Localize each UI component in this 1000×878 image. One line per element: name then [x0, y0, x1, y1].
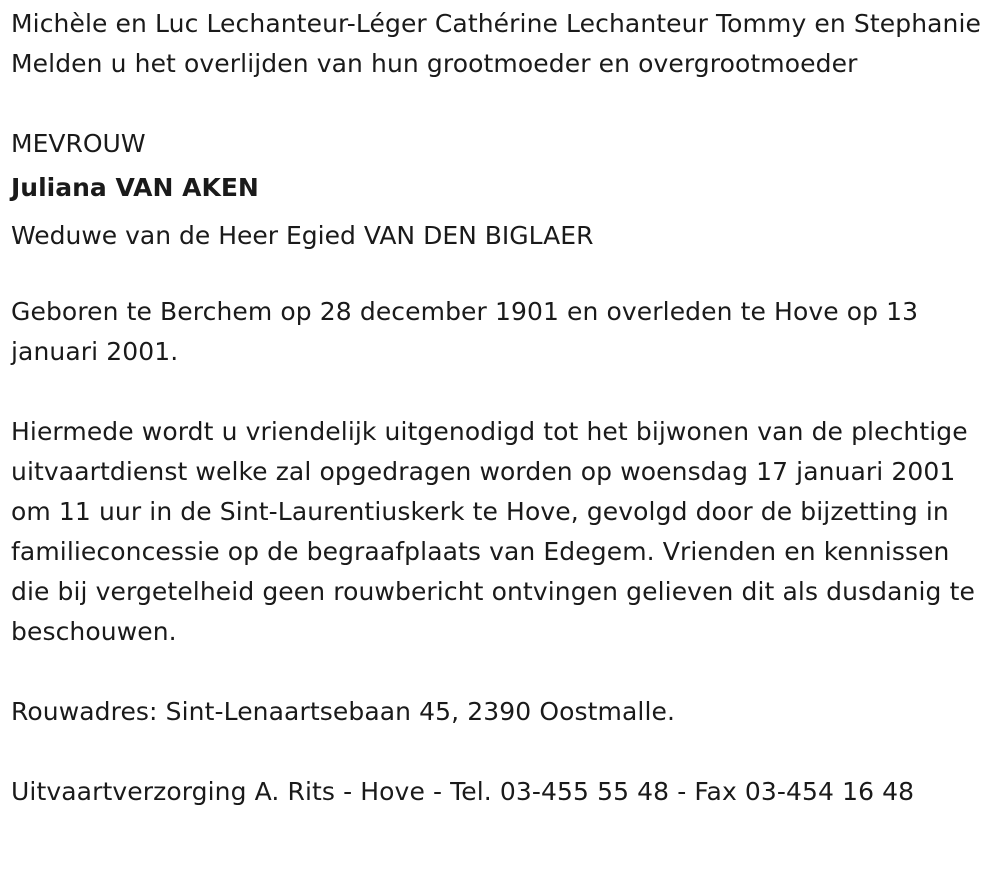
death-notice	[11, 4, 986, 812]
widow-of-line: Weduwe van de Heer Egied VAN DEN BIGLAER	[11, 221, 594, 250]
spacer	[11, 652, 986, 692]
family-intro: Michèle en Luc Lechanteur-Léger Cathérine Lechanteur Tommy en Stephanie Melden u het overlijden van hun grootmoeder en overgrootmoeder	[11, 9, 982, 78]
funeral-director: Uitvaartverzorging A. Rits - Hove - Tel. 03-455 55 48 - Fax 03-454 16 48	[11, 777, 915, 806]
honorific-title: MEVROUW	[11, 129, 146, 158]
spacer	[11, 84, 986, 124]
mourning-address: Rouwadres: Sint-Lenaartsebaan 45, 2390 Oostmalle.	[11, 697, 676, 726]
spacer	[11, 372, 986, 412]
spacer	[11, 732, 986, 772]
birth-death-info: Geboren te Berchem op 28 december 1901 en overleden te Hove op 13 januari 2001.	[11, 297, 919, 366]
spacer	[11, 260, 986, 292]
deceased-name: Juliana VAN AKEN	[11, 173, 259, 202]
funeral-invitation: Hiermede wordt u vriendelijk uitgenodigd tot het bijwonen van de plechtige uitvaartdienst welke zal opgedragen worden op woensdag 17 januari 2001 om 11 uur in de Sint-Laurentiuskerk te Hove, gevolgd door de bijzetting in familieconcessie op de begraafplaats van Edegem. Vrienden en kennissen die bij vergetelheid geen rouwbericht ontvingen gelieven dit als dusdanig te beschouwen.	[11, 417, 975, 646]
